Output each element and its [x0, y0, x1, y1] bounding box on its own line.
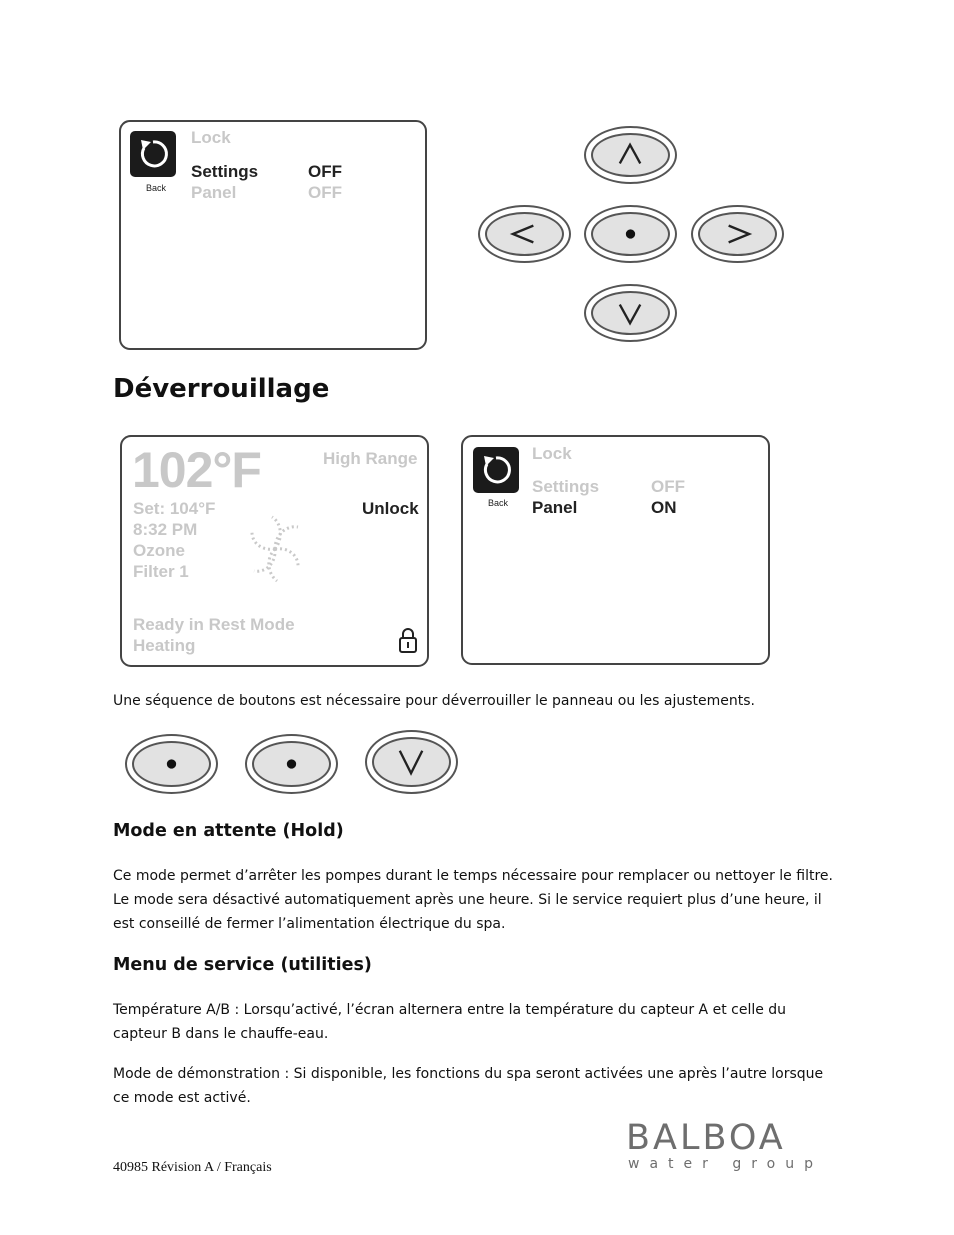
- sequence-button-2[interactable]: [245, 734, 338, 794]
- back-button[interactable]: [130, 131, 176, 177]
- unlock-label[interactable]: Unlock: [362, 499, 419, 518]
- back-label: Back: [488, 498, 509, 508]
- sequence-text: Une séquence de boutons est nécessaire pour déverrouiller le panneau ou les ajustements.: [113, 693, 755, 709]
- logo-main-text: BALBOA: [626, 1118, 786, 1158]
- current-temperature: 102°F: [132, 442, 261, 498]
- jets-swirl-icon: [238, 511, 312, 587]
- left-button[interactable]: [478, 205, 571, 263]
- mode-status: Ready in Rest Mode: [133, 615, 295, 634]
- lock-screen-top: [119, 120, 427, 350]
- down-arrow-icon: [367, 732, 456, 792]
- padlock-icon: [398, 626, 418, 654]
- back-label: Back: [146, 183, 167, 193]
- down-button[interactable]: [584, 284, 677, 342]
- sequence-button-3[interactable]: [365, 730, 458, 794]
- center-dot-icon: [127, 736, 216, 792]
- utilities-demo-mode: Mode de démonstration : Si disponible, les fonctions du spa seront activées une après l’autre lorsque ce mode est activé.: [113, 1066, 824, 1106]
- panel-value: OFF: [308, 183, 342, 202]
- panel-label[interactable]: Panel: [532, 498, 578, 517]
- sequence-button-1[interactable]: [125, 734, 218, 794]
- balboa-logo: [626, 1118, 846, 1178]
- utilities-temp-ab: Température A/B : Lorsqu’activé, l’écran alternera entre la température du capteur A et celle du capteur B dans le chauffe-eau.: [113, 1002, 787, 1042]
- left-arrow-icon: [480, 207, 569, 261]
- center-dot-icon: [247, 736, 336, 792]
- back-icon: [130, 131, 176, 177]
- unlock-heading: Déverrouillage: [113, 374, 330, 404]
- center-button[interactable]: [584, 205, 677, 263]
- center-dot-icon: [586, 207, 675, 261]
- range-label: High Range: [323, 449, 418, 468]
- back-icon: [473, 447, 519, 493]
- right-button[interactable]: [691, 205, 784, 263]
- lock-title: Lock: [532, 444, 572, 463]
- time-label: 8:32 PM: [133, 520, 198, 539]
- heating-status: Heating: [133, 636, 196, 655]
- panel-label[interactable]: Panel: [191, 183, 237, 202]
- up-arrow-icon: [586, 128, 675, 182]
- logo-sub-text: water group: [628, 1156, 823, 1172]
- main-status-screen: [120, 435, 429, 667]
- panel-value: ON: [651, 498, 677, 517]
- right-arrow-icon: [693, 207, 782, 261]
- settings-value: OFF: [308, 162, 342, 181]
- ozone-label: Ozone: [133, 541, 185, 560]
- settings-value: OFF: [651, 477, 685, 496]
- set-temperature: Set: 104°F: [133, 499, 216, 518]
- up-button[interactable]: [584, 126, 677, 184]
- document-reference: 40985 Révision A / Français: [113, 1160, 272, 1175]
- hold-text: Ce mode permet d’arrêter les pompes durant le temps nécessaire pour remplacer ou nettoyer le filtre. Le mode sera désactivé automatiquement après une heure. Si le service requiert plus d’une heure, il est conseillé de fermer l’alimentation électrique du spa.: [113, 868, 833, 932]
- lock-screen-bottom: [461, 435, 770, 665]
- settings-label[interactable]: Settings: [191, 162, 259, 181]
- down-arrow-icon: [586, 286, 675, 340]
- lock-title: Lock: [191, 128, 231, 147]
- utilities-heading: Menu de service (utilities): [113, 955, 372, 975]
- back-button[interactable]: [473, 447, 519, 493]
- filter-label: Filter 1: [133, 562, 189, 581]
- settings-label[interactable]: Settings: [532, 477, 600, 496]
- hold-heading: Mode en attente (Hold): [113, 821, 344, 841]
